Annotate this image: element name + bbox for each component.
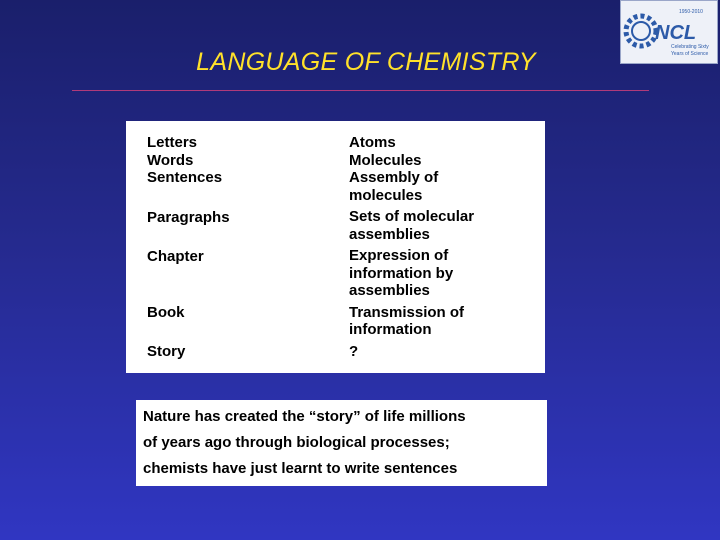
chem-assembly <box>349 169 539 204</box>
term-letters: Letters <box>147 134 198 151</box>
term-book: Book <box>147 303 185 321</box>
chem-transmission-line-2: information <box>349 321 432 338</box>
chem-assembly-line-2: molecules <box>349 186 423 204</box>
summary-line-1: Nature has created the “story” of life millions <box>143 408 466 425</box>
chemistry-terms-column <box>349 134 539 360</box>
term-paragraphs: Paragraphs <box>147 208 230 226</box>
language-terms-column <box>147 134 337 361</box>
ncl-logo <box>620 0 718 64</box>
chem-atoms-line: Atoms <box>349 134 396 151</box>
chem-transmission <box>349 304 539 339</box>
chem-sets-line-1: Sets of molecular <box>349 208 475 225</box>
chem-expression-line-2: information by <box>349 264 454 282</box>
term-words: Words <box>147 151 194 169</box>
chem-atoms <box>349 134 539 152</box>
logo-tagline-2: Years of Science <box>671 51 709 57</box>
chem-expression-line-3: assemblies <box>349 282 430 299</box>
title-divider <box>72 90 649 91</box>
term-story: Story <box>147 343 186 360</box>
chem-sets-line-2: assemblies <box>349 225 430 243</box>
chem-molecules-line: Molecules <box>349 151 422 169</box>
chem-sets <box>349 208 539 243</box>
summary-line-3: chemists have just learnt to write sentences <box>143 460 458 477</box>
summary-note <box>136 400 547 486</box>
chem-assembly-line-1: Assembly of <box>349 169 439 186</box>
analogy-table <box>126 121 545 373</box>
chem-molecules <box>349 152 539 170</box>
logo-years: 1950-2010 <box>679 9 703 15</box>
chem-expression-line-1: Expression of <box>349 247 449 264</box>
chem-expression <box>349 247 539 300</box>
gear-icon <box>626 16 656 46</box>
slide-title: LANGUAGE OF CHEMISTRY <box>196 48 536 76</box>
chem-transmission-line-1: Transmission of <box>349 303 465 321</box>
logo-wordmark: NCL <box>655 22 697 44</box>
chem-question-line: ? <box>349 342 359 360</box>
logo-tagline-1: Celebrating Sixty <box>671 44 709 50</box>
summary-text <box>143 404 553 482</box>
chem-question <box>349 343 539 361</box>
term-sentences: Sentences <box>147 169 223 186</box>
term-chapter: Chapter <box>147 248 204 265</box>
summary-line-2: of years ago through biological processes; <box>143 434 450 451</box>
